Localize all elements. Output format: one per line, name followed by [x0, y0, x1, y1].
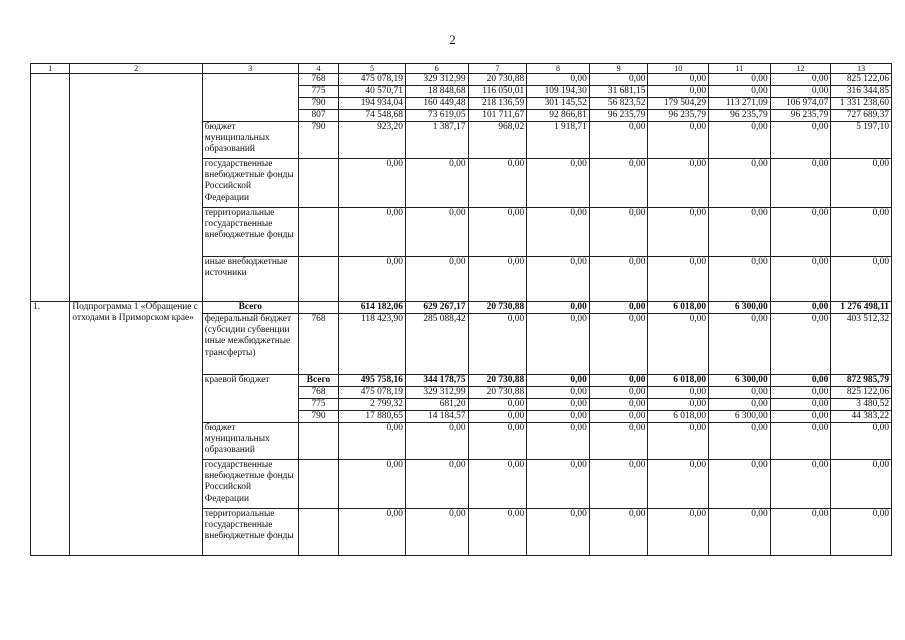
- value-cell: 0,00: [339, 423, 406, 460]
- value-cell: 0,00: [589, 208, 648, 257]
- value-cell: 475 078,19: [339, 74, 406, 86]
- table-row: [31, 302, 892, 314]
- value-cell: 0,00: [527, 74, 590, 86]
- value-cell: 0,00: [709, 509, 771, 556]
- value-cell: 0,00: [709, 423, 771, 460]
- value-cell: 0,00: [770, 257, 831, 302]
- value-cell: 6 018,00: [648, 375, 709, 387]
- code-cell: [298, 159, 338, 208]
- value-cell: 329 312,99: [405, 74, 468, 86]
- value-cell: 0,00: [770, 460, 831, 509]
- value-cell: 0,00: [770, 314, 831, 375]
- value-cell: 0,00: [709, 460, 771, 509]
- value-cell: 329 312,99: [405, 387, 468, 399]
- value-cell: 0,00: [527, 302, 590, 314]
- value-cell: 316 344,85: [831, 86, 892, 98]
- value-cell: 0,00: [770, 387, 831, 399]
- column-header: 5: [339, 64, 406, 74]
- source-cell: [202, 74, 298, 122]
- value-cell: 0,00: [527, 159, 590, 208]
- source-label: территориальные государственные внебюджетные фонды: [202, 208, 298, 257]
- table-row: [31, 74, 892, 86]
- value-cell: 0,00: [527, 314, 590, 375]
- value-cell: 825 122,06: [831, 387, 892, 399]
- value-cell: 0,00: [339, 257, 406, 302]
- source-label: государственные внебюджетные фонды Российской Федерации: [202, 159, 298, 208]
- code-cell: Всего: [298, 375, 338, 387]
- value-cell: 0,00: [527, 387, 590, 399]
- value-cell: 0,00: [405, 159, 468, 208]
- value-cell: 96 235,79: [770, 110, 831, 122]
- value-cell: 0,00: [709, 74, 771, 86]
- value-cell: 179 504,29: [648, 98, 709, 110]
- table-body: [31, 64, 892, 556]
- value-cell: 0,00: [831, 423, 892, 460]
- value-cell: 0,00: [589, 375, 648, 387]
- value-cell: 0,00: [770, 423, 831, 460]
- value-cell: 0,00: [527, 509, 590, 556]
- value-cell: 825 122,06: [831, 74, 892, 86]
- value-cell: 116 050,01: [468, 86, 527, 98]
- code-cell: [298, 208, 338, 257]
- value-cell: 681,20: [405, 399, 468, 411]
- value-cell: 1 276 498,11: [831, 302, 892, 314]
- value-cell: 968,02: [468, 122, 527, 159]
- value-cell: 0,00: [468, 314, 527, 375]
- source-label: федеральный бюджет (субсидии субвенции иные межбюджетные трансферты): [202, 314, 298, 375]
- value-cell: 17 880,65: [339, 411, 406, 423]
- value-cell: 0,00: [527, 399, 590, 411]
- code-cell: 775: [298, 86, 338, 98]
- code-cell: 807: [298, 110, 338, 122]
- code-cell: 768: [298, 74, 338, 86]
- value-cell: 96 235,79: [648, 110, 709, 122]
- value-cell: 0,00: [709, 159, 771, 208]
- value-cell: 403 512,32: [831, 314, 892, 375]
- value-cell: 14 184,57: [405, 411, 468, 423]
- value-cell: 218 136,59: [468, 98, 527, 110]
- source-label: бюджет муниципальных образований: [202, 122, 298, 159]
- value-cell: 0,00: [339, 159, 406, 208]
- value-cell: 160 449,48: [405, 98, 468, 110]
- value-cell: 301 145,52: [527, 98, 590, 110]
- value-cell: 629 267,17: [405, 302, 468, 314]
- column-header: 1: [31, 64, 70, 74]
- value-cell: 0,00: [589, 411, 648, 423]
- value-cell: 0,00: [648, 509, 709, 556]
- value-cell: 614 182,06: [339, 302, 406, 314]
- value-cell: 0,00: [709, 399, 771, 411]
- budget-table: [30, 63, 892, 556]
- value-cell: 0,00: [831, 159, 892, 208]
- value-cell: 0,00: [589, 387, 648, 399]
- value-cell: 0,00: [770, 302, 831, 314]
- value-cell: 44 383,22: [831, 411, 892, 423]
- value-cell: 109 194,30: [527, 86, 590, 98]
- value-cell: 0,00: [648, 399, 709, 411]
- code-cell: [298, 509, 338, 556]
- value-cell: 872 985,79: [831, 375, 892, 387]
- value-cell: 0,00: [405, 423, 468, 460]
- column-header: 6: [405, 64, 468, 74]
- value-cell: 40 570,71: [339, 86, 406, 98]
- subprogram-name: Подпрограмма 1 «Обращение с отходами в Приморском крае»: [70, 302, 202, 556]
- value-cell: 73 619,05: [405, 110, 468, 122]
- value-cell: 0,00: [648, 387, 709, 399]
- value-cell: 0,00: [527, 460, 590, 509]
- value-cell: 0,00: [527, 208, 590, 257]
- value-cell: 0,00: [770, 86, 831, 98]
- value-cell: 96 235,79: [589, 110, 648, 122]
- value-cell: 0,00: [339, 208, 406, 257]
- column-header: 8: [527, 64, 590, 74]
- value-cell: 0,00: [770, 375, 831, 387]
- value-cell: 0,00: [648, 74, 709, 86]
- value-cell: 1 331 238,60: [831, 98, 892, 110]
- value-cell: 0,00: [648, 314, 709, 375]
- code-cell: 768: [298, 314, 338, 375]
- code-cell: 790: [298, 98, 338, 110]
- value-cell: 0,00: [589, 314, 648, 375]
- code-cell: 768: [298, 387, 338, 399]
- column-header: 9: [589, 64, 648, 74]
- value-cell: 6 018,00: [648, 411, 709, 423]
- value-cell: 0,00: [589, 159, 648, 208]
- code-cell: [298, 257, 338, 302]
- value-cell: 0,00: [589, 122, 648, 159]
- code-cell: 790: [298, 411, 338, 423]
- value-cell: 0,00: [648, 257, 709, 302]
- value-cell: 20 730,88: [468, 387, 527, 399]
- column-header: 11: [709, 64, 771, 74]
- value-cell: 0,00: [339, 460, 406, 509]
- column-header: 10: [648, 64, 709, 74]
- value-cell: 0,00: [405, 208, 468, 257]
- column-header: 3: [202, 64, 298, 74]
- source-label: территориальные государственные внебюджетные фонды: [202, 509, 298, 556]
- value-cell: 194 934,04: [339, 98, 406, 110]
- value-cell: 56 823,52: [589, 98, 648, 110]
- value-cell: 0,00: [831, 208, 892, 257]
- value-cell: 0,00: [709, 387, 771, 399]
- value-cell: 96 235,79: [709, 110, 771, 122]
- column-header: 7: [468, 64, 527, 74]
- page-number: 2: [449, 32, 456, 47]
- value-cell: 0,00: [468, 257, 527, 302]
- source-label: краевой бюджет: [202, 375, 298, 423]
- value-cell: 0,00: [468, 208, 527, 257]
- value-cell: 0,00: [527, 423, 590, 460]
- value-cell: 0,00: [468, 509, 527, 556]
- code-cell: 790: [298, 122, 338, 159]
- column-header: 4: [298, 64, 338, 74]
- value-cell: 0,00: [589, 399, 648, 411]
- code-cell: 775: [298, 399, 338, 411]
- value-cell: 0,00: [589, 257, 648, 302]
- value-cell: 6 300,00: [709, 411, 771, 423]
- value-cell: 0,00: [709, 86, 771, 98]
- value-cell: 1 387,17: [405, 122, 468, 159]
- value-cell: 106 974,07: [770, 98, 831, 110]
- column-header: 2: [70, 64, 202, 74]
- value-cell: 0,00: [589, 423, 648, 460]
- value-cell: 6 300,00: [709, 302, 771, 314]
- name-cell: [70, 74, 202, 302]
- value-cell: 0,00: [468, 159, 527, 208]
- value-cell: 0,00: [648, 460, 709, 509]
- value-cell: 0,00: [648, 86, 709, 98]
- value-cell: 0,00: [405, 509, 468, 556]
- value-cell: 6 300,00: [709, 375, 771, 387]
- value-cell: 74 548,68: [339, 110, 406, 122]
- value-cell: 344 178,75: [405, 375, 468, 387]
- value-cell: 0,00: [770, 159, 831, 208]
- value-cell: 113 271,09: [709, 98, 771, 110]
- value-cell: 0,00: [709, 208, 771, 257]
- value-cell: 20 730,88: [468, 74, 527, 86]
- value-cell: 101 711,67: [468, 110, 527, 122]
- value-cell: 0,00: [527, 411, 590, 423]
- total-label: Всего: [202, 302, 298, 314]
- value-cell: 923,20: [339, 122, 406, 159]
- column-header-row: [31, 64, 892, 74]
- value-cell: 495 758,16: [339, 375, 406, 387]
- value-cell: 5 197,10: [831, 122, 892, 159]
- value-cell: 0,00: [589, 302, 648, 314]
- code-cell: [298, 423, 338, 460]
- value-cell: 0,00: [770, 411, 831, 423]
- code-cell: [298, 460, 338, 509]
- source-label: государственные внебюджетные фонды Российской Федерации: [202, 460, 298, 509]
- value-cell: 6 018,00: [648, 302, 709, 314]
- value-cell: 0,00: [770, 399, 831, 411]
- value-cell: 0,00: [405, 460, 468, 509]
- value-cell: 118 423,90: [339, 314, 406, 375]
- value-cell: 0,00: [831, 257, 892, 302]
- value-cell: 0,00: [648, 122, 709, 159]
- value-cell: 20 730,88: [468, 375, 527, 387]
- value-cell: 727 689,37: [831, 110, 892, 122]
- value-cell: 0,00: [770, 74, 831, 86]
- index-cell: [31, 74, 70, 302]
- value-cell: 0,00: [648, 423, 709, 460]
- value-cell: 285 088,42: [405, 314, 468, 375]
- column-header: 13: [831, 64, 892, 74]
- value-cell: 0,00: [709, 122, 771, 159]
- value-cell: 0,00: [468, 460, 527, 509]
- value-cell: 0,00: [339, 509, 406, 556]
- value-cell: 0,00: [468, 399, 527, 411]
- value-cell: 0,00: [468, 411, 527, 423]
- column-header: 12: [770, 64, 831, 74]
- subprogram-index: 1.: [31, 302, 70, 556]
- value-cell: 0,00: [589, 460, 648, 509]
- value-cell: 0,00: [770, 208, 831, 257]
- value-cell: 475 078,19: [339, 387, 406, 399]
- value-cell: 1 918,71: [527, 122, 590, 159]
- value-cell: 20 730,88: [468, 302, 527, 314]
- source-label: иные внебюджетные источники: [202, 257, 298, 302]
- value-cell: 0,00: [770, 509, 831, 556]
- source-label: бюджет муниципальных образований: [202, 423, 298, 460]
- value-cell: 0,00: [405, 257, 468, 302]
- value-cell: 0,00: [709, 314, 771, 375]
- value-cell: 0,00: [709, 257, 771, 302]
- value-cell: 3 480,52: [831, 399, 892, 411]
- value-cell: 0,00: [527, 375, 590, 387]
- value-cell: 0,00: [468, 423, 527, 460]
- value-cell: 0,00: [831, 509, 892, 556]
- value-cell: 0,00: [648, 159, 709, 208]
- value-cell: 2 799,32: [339, 399, 406, 411]
- value-cell: 92 866,81: [527, 110, 590, 122]
- value-cell: 18 848,68: [405, 86, 468, 98]
- value-cell: 31 681,15: [589, 86, 648, 98]
- value-cell: 0,00: [648, 208, 709, 257]
- value-cell: 0,00: [770, 122, 831, 159]
- value-cell: 0,00: [589, 74, 648, 86]
- code-cell: [298, 302, 338, 314]
- value-cell: 0,00: [589, 509, 648, 556]
- value-cell: 0,00: [831, 460, 892, 509]
- value-cell: 0,00: [527, 257, 590, 302]
